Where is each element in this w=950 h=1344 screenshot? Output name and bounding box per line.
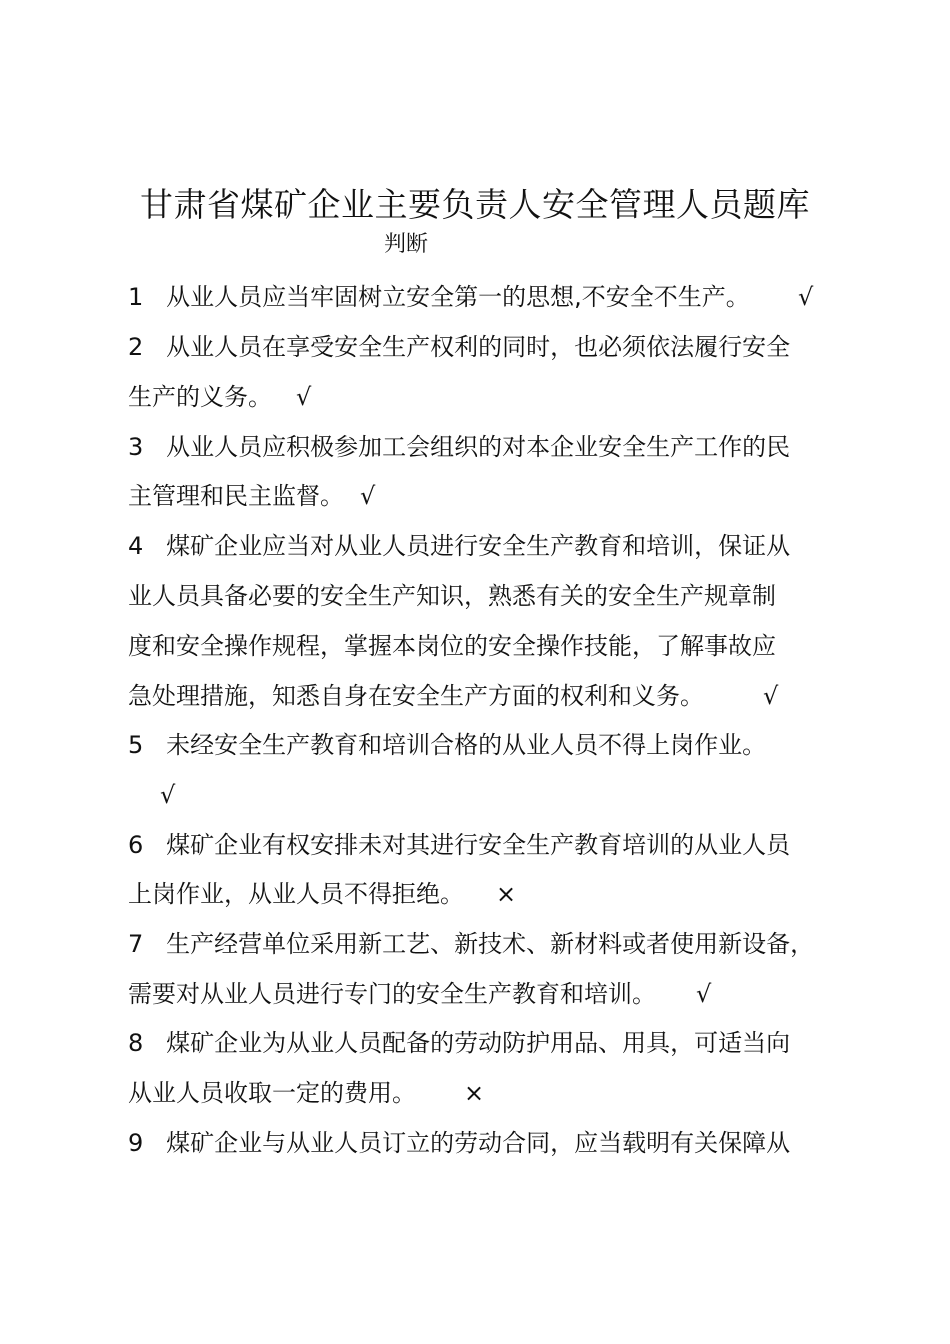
answer-mark: √ bbox=[360, 482, 376, 510]
answer-mark: × bbox=[464, 1079, 485, 1107]
question-text-line: 6 煤矿企业有权安排未对其进行安全生产教育培训的从业人员 bbox=[128, 831, 791, 859]
answer-mark: × bbox=[496, 880, 517, 908]
question-text-line: 从业人员收取一定的费用。 bbox=[128, 1079, 416, 1107]
question-text-line: 需要对从业人员进行专门的安全生产教育和培训。 bbox=[128, 980, 656, 1008]
question-text-line: 上岗作业，从业人员不得拒绝。 bbox=[128, 880, 464, 908]
answer-mark: √ bbox=[763, 682, 779, 710]
question-text-line: 7 生产经营单位采用新工艺、新技术、新材料或者使用新设备， bbox=[128, 930, 815, 958]
question-text-line: 度和安全操作规程，掌握本岗位的安全操作技能，了解事故应 bbox=[128, 632, 776, 660]
answer-mark: √ bbox=[798, 283, 814, 311]
question-text-line: 1 从业人员应当牢固树立安全第一的思想,不安全不生产。 bbox=[128, 283, 750, 311]
question-text-line: 2 从业人员在享受安全生产权利的同时，也必须依法履行安全 bbox=[128, 333, 791, 361]
answer-mark: √ bbox=[160, 781, 176, 809]
question-text-line: 3 从业人员应积极参加工会组织的对本企业安全生产工作的民 bbox=[128, 433, 791, 461]
question-text-line: 5 未经安全生产教育和培训合格的从业人员不得上岗作业。 bbox=[128, 731, 767, 759]
question-text-line: 急处理措施，知悉自身在安全生产方面的权利和义务。 bbox=[128, 682, 704, 710]
document-title: 甘肃省煤矿企业主要负责人安全管理人员题库 bbox=[140, 185, 810, 224]
question-text-line: 生产的义务。 bbox=[128, 383, 272, 411]
answer-mark: √ bbox=[296, 383, 312, 411]
question-text-line: 9 煤矿企业与从业人员订立的劳动合同，应当载明有关保障从 bbox=[128, 1129, 791, 1157]
question-text-line: 8 煤矿企业为从业人员配备的劳动防护用品、用具，可适当向 bbox=[128, 1029, 791, 1057]
answer-mark: √ bbox=[696, 980, 712, 1008]
question-text-line: 主管理和民主监督。 bbox=[128, 482, 344, 510]
question-text-line: 业人员具备必要的安全生产知识，熟悉有关的安全生产规章制 bbox=[128, 582, 776, 610]
question-text-line: 4 煤矿企业应当对从业人员进行安全生产教育和培训，保证从 bbox=[128, 532, 791, 560]
section-heading: 判断 bbox=[384, 232, 429, 257]
